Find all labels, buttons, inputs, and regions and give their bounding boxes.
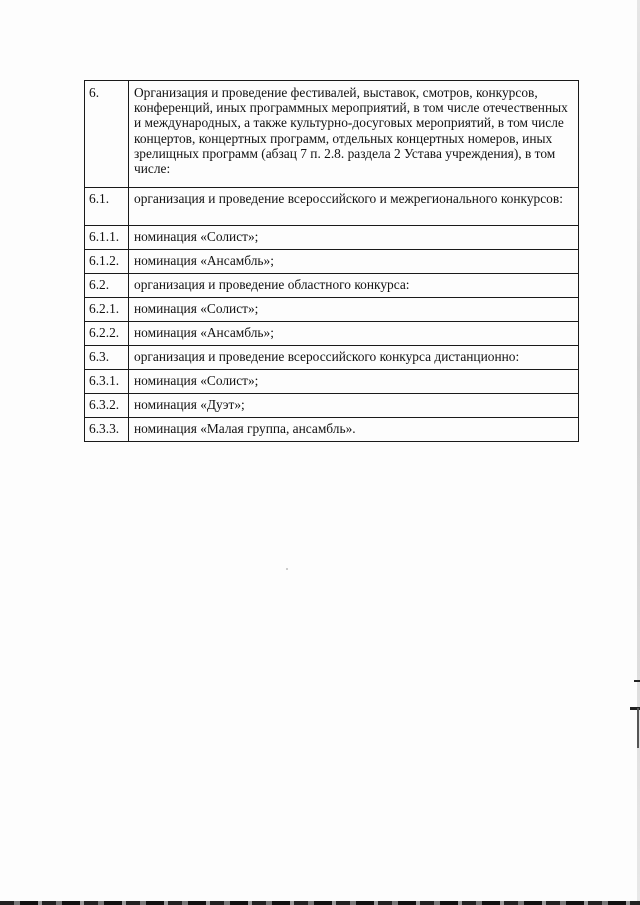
row-number: 6.3.3. — [85, 418, 129, 442]
row-number: 6.1.1. — [85, 226, 129, 250]
row-number: 6.3.1. — [85, 370, 129, 394]
row-text: номинация «Малая группа, ансамбль». — [129, 418, 579, 442]
row-number: 6.2.2. — [85, 322, 129, 346]
row-number: 6. — [85, 81, 129, 188]
table-row — [85, 370, 579, 394]
table-row — [85, 322, 579, 346]
scan-speck — [286, 568, 288, 570]
table-row — [85, 274, 579, 298]
row-number: 6.1.2. — [85, 250, 129, 274]
table-row — [85, 250, 579, 274]
table-row — [85, 394, 579, 418]
row-number: 6.2.1. — [85, 298, 129, 322]
row-text: организация и проведение всероссийского конкурса дистанционно: — [129, 346, 579, 370]
row-text: организация и проведение всероссийского и межрегионального конкурсов: — [129, 188, 579, 226]
row-number: 6.3.2. — [85, 394, 129, 418]
row-text: организация и проведение областного конкурса: — [129, 274, 579, 298]
table-row — [85, 188, 579, 226]
row-number: 6.2. — [85, 274, 129, 298]
table-row — [85, 81, 579, 188]
row-text: номинация «Солист»; — [129, 226, 579, 250]
row-text: номинация «Солист»; — [129, 370, 579, 394]
table-row — [85, 346, 579, 370]
row-text: номинация «Ансамбль»; — [129, 250, 579, 274]
row-text: номинация «Солист»; — [129, 298, 579, 322]
table-row — [85, 298, 579, 322]
row-text: номинация «Ансамбль»; — [129, 322, 579, 346]
scan-mark — [637, 708, 639, 748]
services-table — [84, 80, 579, 442]
row-text: номинация «Дуэт»; — [129, 394, 579, 418]
table-row — [85, 226, 579, 250]
row-number: 6.1. — [85, 188, 129, 226]
scan-mark — [634, 680, 640, 682]
row-number: 6.3. — [85, 346, 129, 370]
row-text: Организация и проведение фестивалей, выставок, смотров, конкурсов, конференций, иных программных мероприятий, в том числе отечественных и международных, а также культурно-досуговых мероприятий, в том числе концертов, концертных программ, отдельных концертных номеров, иных зрелищных программ (абзац 7 п. 2.8. раздела 2 Устава учреждения), в том числе: — [129, 81, 579, 188]
scan-edge-bottom — [0, 901, 640, 905]
table-row — [85, 418, 579, 442]
